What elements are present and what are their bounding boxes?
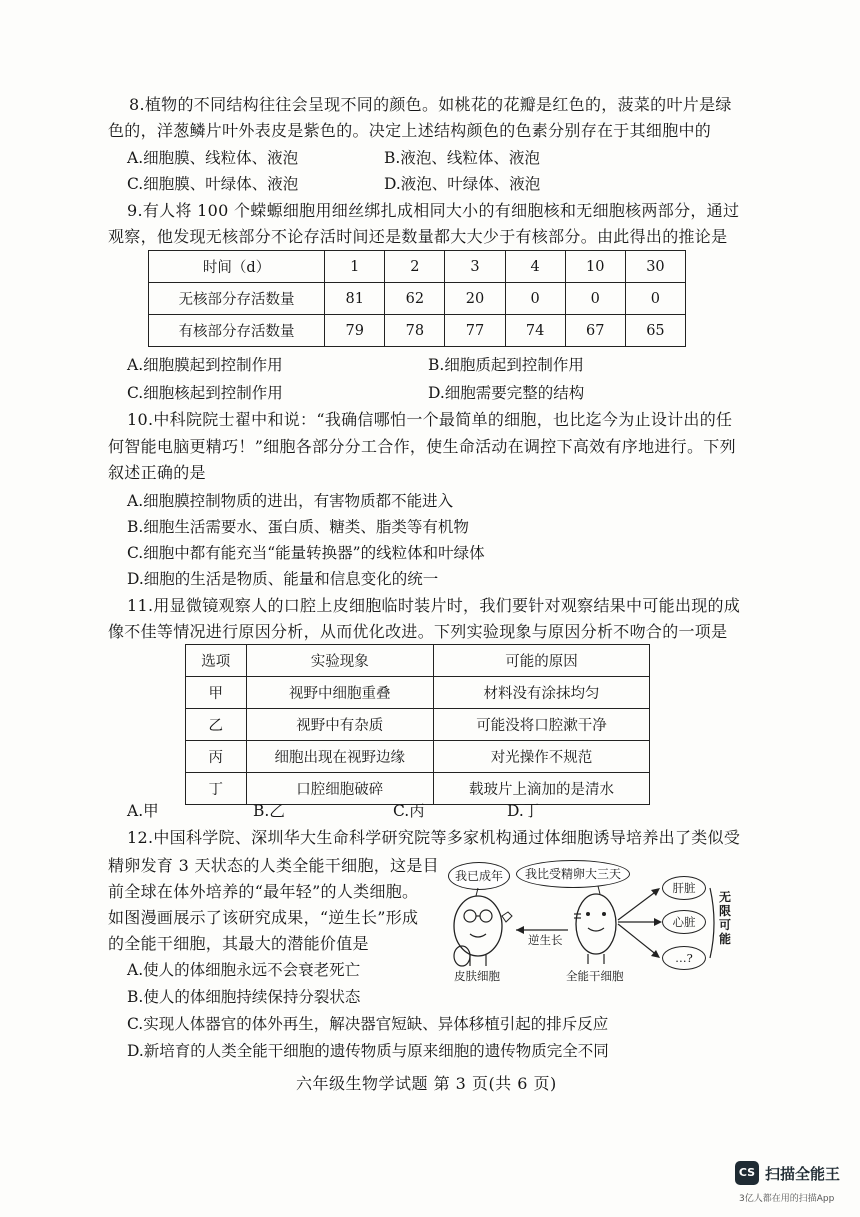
q12-cartoon-figure: [448, 858, 738, 993]
table-cell: 甲: [186, 677, 247, 709]
table-cell: 对光操作不规范: [433, 741, 649, 773]
q12-option-c: C.实现人体器官的体外再生，解决器官短缺、异体移植引起的排斥反应: [127, 1015, 609, 1033]
arrow-label: 逆生长: [528, 933, 563, 947]
side-label-char: 限: [718, 904, 731, 918]
q11-option-d: D.丁: [507, 802, 540, 820]
q10-line1: 10.中科院院士翟中和说：“我确信哪怕一个最简单的细胞，也比迄今为止设计出的任: [127, 410, 733, 429]
q12-option-a: A.使人的体细胞永远不会衰老死亡: [127, 961, 361, 979]
table-cell: 无核部分存活数量: [149, 283, 325, 315]
q12-option-b: B.使人的体细胞持续保持分裂状态: [127, 988, 361, 1006]
q9-option-b: B.细胞质起到控制作用: [428, 356, 584, 374]
q11-option-c: C.丙: [393, 802, 425, 820]
table-cell: 可能没将口腔漱干净: [433, 709, 649, 741]
side-label-char: 能: [718, 932, 731, 946]
table-cell: 79: [325, 315, 385, 347]
table-cell: 乙: [186, 709, 247, 741]
table-cell: 有核部分存活数量: [149, 315, 325, 347]
q9-line2: 观察，他发现无核部分不论存活时间还是数量都大大少于有核部分。由此得出的推论是: [108, 227, 728, 246]
table-cell: 丙: [186, 741, 247, 773]
q12-line4: 如图漫画展示了该研究成果，“逆生长”形成: [108, 908, 419, 927]
q11-line1: 11.用显微镜观察人的口腔上皮细胞临时装片时，我们要针对观察结果中可能出现的成: [127, 596, 741, 615]
q11-experiment-table: [185, 644, 650, 805]
table-cell: 0: [505, 283, 565, 315]
q9-option-a: A.细胞膜起到控制作用: [127, 356, 283, 374]
table-row: [149, 283, 686, 315]
table-cell: 视野中有杂质: [246, 709, 433, 741]
side-label-char: 可: [718, 918, 731, 932]
q9-line1: 9.有人将 100 个蝾螈细胞用细丝绑扎成相同大小的有细胞核和无细胞核两部分，通过: [127, 201, 740, 220]
q8-option-d: D.液泡、叶绿体、液泡: [384, 175, 541, 193]
table-row: [186, 677, 650, 709]
table-cell: 材料没有涂抹均匀: [433, 677, 649, 709]
q8-line2: 色的，洋葱鳞片叶外表皮是紫色的。决定上述结构颜色的色素分别存在于其细胞中的: [108, 121, 712, 140]
table-cell: 62: [385, 283, 445, 315]
organ-liver: 肝脏: [662, 876, 706, 900]
table-cell: 4: [505, 251, 565, 283]
table-cell: 74: [505, 315, 565, 347]
organ-heart: 心脏: [662, 910, 706, 934]
table-cell: 81: [325, 283, 385, 315]
q12-line5: 的全能干细胞，其最大的潜能价值是: [108, 934, 369, 953]
speech-bubble-stem: 我比受精卵大三天: [516, 860, 630, 888]
table-header-row: [149, 251, 686, 283]
q10-option-a: A.细胞膜控制物质的进出，有害物质都不能进入: [127, 492, 454, 510]
table-cell: 3: [445, 251, 505, 283]
table-cell: 可能的原因: [433, 645, 649, 677]
right-caption: 全能干细胞: [566, 969, 624, 983]
scanner-name: 扫描全能王: [765, 1165, 841, 1183]
table-cell: 77: [445, 315, 505, 347]
table-header-row: [186, 645, 650, 677]
scanner-tagline: 3亿人都在用的扫描App: [739, 1194, 835, 1204]
q10-option-d: D.细胞的生活是物质、能量和信息变化的统一: [127, 570, 439, 588]
q12-line1: 12.中国科学院、深圳华大生命科学研究院等多家机构通过体细胞诱导培养出了类似受: [127, 828, 741, 847]
table-cell: 1: [325, 251, 385, 283]
table-cell: 口腔细胞破碎: [246, 773, 433, 805]
table-row: [149, 315, 686, 347]
q8-option-a: A.细胞膜、线粒体、液泡: [127, 149, 299, 167]
table-cell: 10: [565, 251, 625, 283]
q10-line3: 叙述正确的是: [108, 463, 206, 482]
speech-bubble-adult: 我已成年: [448, 862, 510, 890]
q11-option-b: B.乙: [253, 802, 285, 820]
q12-line3: 前全球在体外培养的“最年轻”的人类细胞。: [108, 882, 419, 901]
table-cell: 0: [565, 283, 625, 315]
table-cell: 实验现象: [246, 645, 433, 677]
page-footer: 六年级生物学试题 第 3 页(共 6 页): [296, 1074, 557, 1093]
table-cell: 视野中细胞重叠: [246, 677, 433, 709]
q12-option-d: D.新培育的人类全能干细胞的遗传物质与原来细胞的遗传物质完全不同: [127, 1042, 609, 1060]
q9-data-table: [148, 250, 686, 347]
organ-unknown: …?: [662, 946, 706, 970]
table-cell: 细胞出现在视野边缘: [246, 741, 433, 773]
q9-option-d: D.细胞需要完整的结构: [428, 384, 585, 402]
q8-option-b: B.液泡、线粒体、液泡: [384, 149, 540, 167]
table-cell: 20: [445, 283, 505, 315]
side-label-char: 无: [718, 890, 731, 904]
q8-line1: 8.植物的不同结构往往会呈现不同的颜色。如桃花的花瓣是红色的，菠菜的叶片是绿: [129, 95, 732, 114]
camscanner-icon: CS: [735, 1161, 759, 1185]
q10-line2: 何智能电脑更精巧！”细胞各部分分工合作，使生命活动在调控下高效有序地进行。下列: [108, 437, 736, 456]
table-cell: 65: [625, 315, 685, 347]
table-cell: 载玻片上滴加的是清水: [433, 773, 649, 805]
table-cell: 78: [385, 315, 445, 347]
q9-option-c: C.细胞核起到控制作用: [127, 384, 283, 402]
q10-option-b: B.细胞生活需要水、蛋白质、糖类、脂类等有机物: [127, 518, 469, 536]
table-cell: 2: [385, 251, 445, 283]
q11-option-a: A.甲: [127, 802, 159, 820]
table-cell: 选项: [186, 645, 247, 677]
q10-option-c: C.细胞中都有能充当“能量转换器”的线粒体和叶绿体: [127, 544, 485, 562]
table-cell: 时间（d）: [149, 251, 325, 283]
q12-line2: 精卵发育 3 天状态的人类全能干细胞，这是目: [108, 856, 439, 875]
q11-line2: 像不佳等情况进行原因分析，从而优化改进。下列实验现象与原因分析不吻合的一项是: [108, 622, 728, 641]
table-row: [186, 709, 650, 741]
table-cell: 0: [625, 283, 685, 315]
table-row: [186, 741, 650, 773]
table-row: [186, 773, 650, 805]
left-caption: 皮肤细胞: [454, 969, 500, 983]
table-cell: 30: [625, 251, 685, 283]
table-cell: 67: [565, 315, 625, 347]
q8-option-c: C.细胞膜、叶绿体、液泡: [127, 175, 299, 193]
table-cell: 丁: [186, 773, 247, 805]
